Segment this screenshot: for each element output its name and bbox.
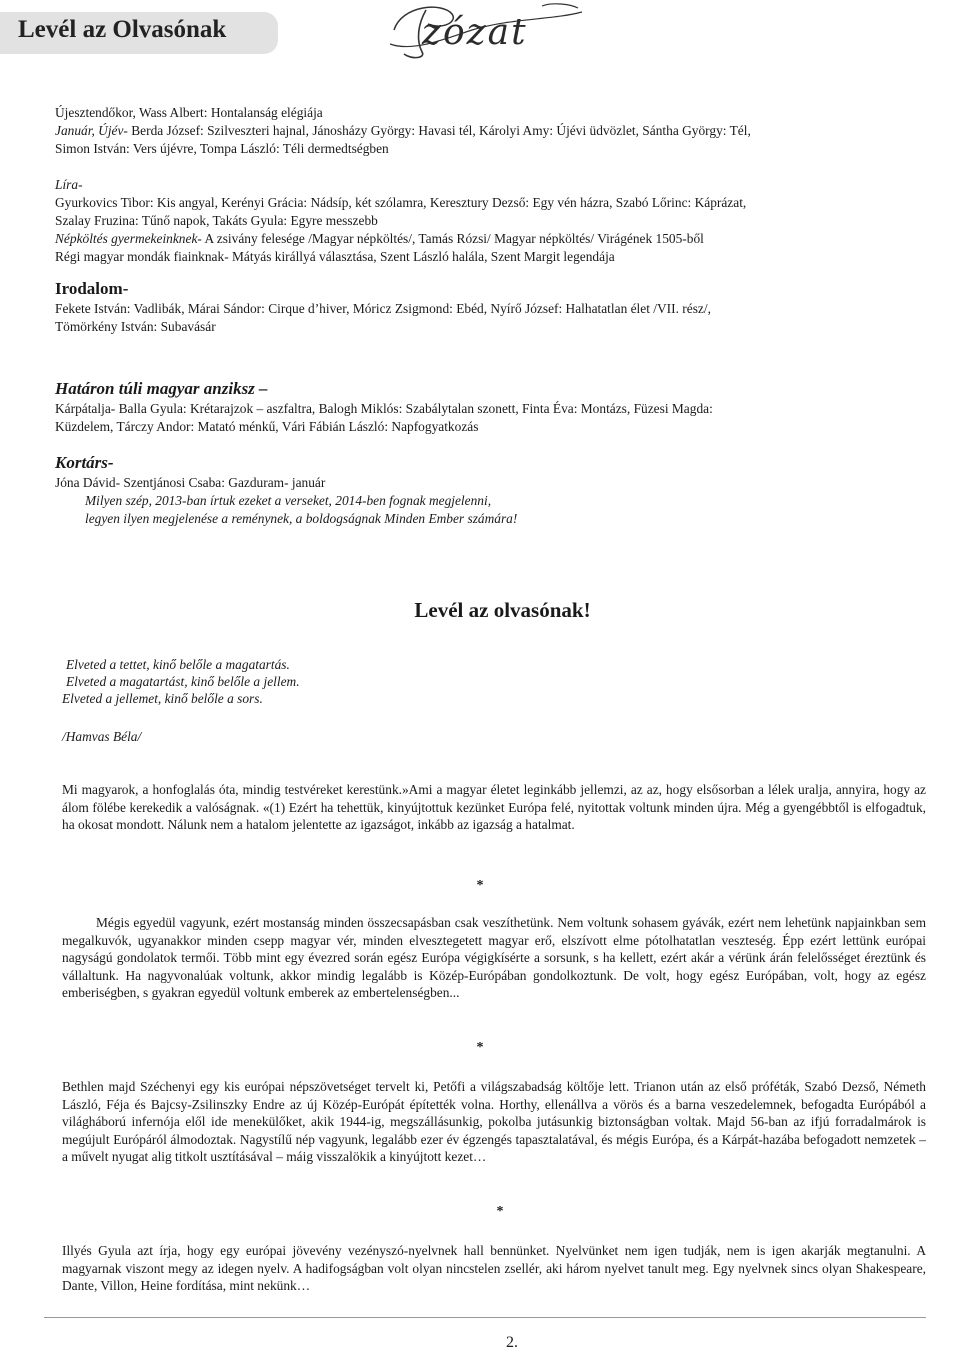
section-label-lira: Líra- bbox=[55, 177, 83, 192]
page-number: 2. bbox=[506, 1334, 518, 1351]
svg-text:zózat: zózat bbox=[422, 12, 528, 53]
toc-line bbox=[55, 230, 935, 248]
toc-line: Tömörkény István: Subavásár bbox=[55, 319, 216, 334]
section-separator: * bbox=[476, 878, 484, 893]
toc-line: Milyen szép, 2013-ban írtuk ezeket a verseket, 2014-ben fognak megjelenni, bbox=[85, 493, 492, 508]
toc-text: Berda József: Szilveszteri hajnal, Jánosházy György: Havasi tél, Károlyi Amy: Újévi üdvözlet, Sántha György: Tél, bbox=[127, 123, 751, 138]
page-header-title: Levél az Olvasónak bbox=[18, 16, 227, 43]
toc-text: A zsivány felesége /Magyar népköltés/, Tamás Rózsi/ Magyar népköltés/ Virágének 1505-ből bbox=[201, 231, 704, 246]
section-separator: * bbox=[476, 1040, 484, 1055]
body-paragraph: Mégis egyedül vagyunk, ezért mostanság minden összecsapásban csak veszíthetünk. Nem voltunk sohasem gyávák, ezért nem lehetünk napjainkban sem megalkuvók, ugyanakkor minden csepp magyar vér, minden elvesztegetett magyar erő, elszívott elme pótolhatatlan veszteség. Épp ezért lettünk európai nagyságú gondolatok termői. Több mint egy évezred során egész Európa végigkísérte a sorsunk, s ha kellett, ezért akár a vérünk árán felelősséget éreztünk és vállaltunk. Ha nagyvonalúak voltunk, akkor mindig legalább is Közép-Európában gondolkoztunk. De volt, hogy egész Európában, volt, hogy az egész emberiségben, s gyakran egyedül voltunk emberek az embertelenségben... bbox=[62, 915, 926, 1001]
szozat-logo bbox=[382, 0, 592, 64]
section-separator: * bbox=[496, 1204, 504, 1219]
toc-line: Szalay Fruzina: Tűnő napok, Takáts Gyula: Egyre messzebb bbox=[55, 213, 378, 228]
table-of-contents bbox=[55, 104, 935, 528]
toc-line: Küzdelem, Tárczy Andor: Matató ménkű, Vári Fábián László: Napfogyatkozás bbox=[55, 419, 479, 434]
body-paragraph: Mi magyarok, a honfoglalás óta, mindig testvéreket kerestünk.»Ami a magyar életet leginkább jellemzi, az az, hogy elsősorban a lélek uralja, annyira, hogy az álom fölébe kerekedik a valóságnak. «(1) Ezért ha tehettük, kinyújtottuk kezünket Európa felé, nyitottak voltunk minden újra. Még a gyengébbtől is elfogadtuk, ha okosat mondott. Nálunk nem a hatalom jelentette az igazságot, inkább az igazság a hatalmat. bbox=[62, 782, 926, 833]
poem-line: Elveted a jellemet, kinő belőle a sors. bbox=[62, 691, 263, 706]
poem-signature: /Hamvas Béla/ bbox=[62, 729, 142, 744]
footer-rule bbox=[44, 1317, 926, 1318]
toc-line: Régi magyar mondák fiainknak- Mátyás királlyá választása, Szent László halála, Szent Margit legendája bbox=[55, 249, 615, 264]
toc-line: Simon István: Vers újévre, Tompa László: Téli dermedtségben bbox=[55, 141, 389, 156]
body-paragraph: Bethlen majd Széchenyi egy kis európai népszövetséget tervelt ki, Petőfi a világszabadság költője lett. Trianon után az első próféták, Szabó Dezső, Németh László, Féja és Bajcsy-Zsilinszky Endre az új Közép-Európát építették volna. Horthy, ellenállva a vörös és a barna veszedelemnek, befogadta Európából a világháború infernója elől ide menekülőket, akik 1944-ig, megszállásunkig, pokolba jutásunkig biztonságban voltak. Majd 56-ban az ifjú forradalmárok is megújult Európáról álmodoztak. Nagystílű nép vagyunk, legalább ezer év égzengés tapasztalatával, és mégis Európa, és a Kárpát-hazába befogadott nemzetek – a művelt nyugat alig titkolt usztításával – máig visszalökik a kinyújtott kezet… bbox=[62, 1079, 926, 1165]
toc-label-januar: Január, Újév- bbox=[55, 123, 128, 138]
toc-line: Kárpátalja- Balla Gyula: Krétarajzok – aszfaltra, Balogh Miklós: Szabálytalan szonett, Finta Éva: Montázs, Füzesi Magda: bbox=[55, 401, 713, 416]
toc-line: legyen ilyen megjelenése a reménynek, a boldogságnak Minden Ember számára! bbox=[85, 511, 518, 526]
section-label-hataron: Határon túli magyar anziksz – bbox=[55, 379, 268, 398]
section-label-irodalom: Irodalom- bbox=[55, 279, 129, 298]
toc-line: Jóna Dávid- Szentjánosi Csaba: Gazduram- január bbox=[55, 475, 326, 490]
poem-line: Elveted a magatartást, kinő belőle a jellem. bbox=[66, 674, 300, 689]
toc-line: Újesztendőkor, Wass Albert: Hontalanság elégiája bbox=[55, 105, 323, 120]
poem-line: Elveted a tettet, kinő belőle a magatartás. bbox=[66, 657, 290, 672]
poem-quote bbox=[62, 656, 300, 707]
body-paragraph: Illyés Gyula azt írja, hogy egy európai jövevény vezényszó-nyelvnek hall bennünket. Nyelvünket nem igen tudják, nem is igen akarják megtanulni. A magyarnak viszont megy az idegen nyelv. A hadifogságban volt olyan nincstelen zsellér, aki három nyelvet tanult meg. Egy nyelvnek sincs olyan Shakespeare, Dante, Villon, Heine fordítása, mint nekünk… bbox=[62, 1243, 926, 1294]
section-label-kortars: Kortárs- bbox=[55, 453, 114, 472]
toc-line bbox=[55, 122, 935, 140]
toc-line: Gyurkovics Tibor: Kis angyal, Kerényi Grácia: Nádsíp, két szólamra, Keresztury Dezső: Egy vén házra, Szabó Lőrinc: Káprázat, bbox=[55, 195, 747, 210]
letter-title: Levél az olvasónak! bbox=[414, 598, 591, 622]
toc-line: Fekete István: Vadlibák, Márai Sándor: Cirque d’hiver, Móricz Zsigmond: Ebéd, Nyírő József: Halhatatlan élet /VII. rész/, bbox=[55, 301, 711, 316]
toc-label-nepkoltes: Népköltés gyermekeinknek- bbox=[55, 231, 202, 246]
